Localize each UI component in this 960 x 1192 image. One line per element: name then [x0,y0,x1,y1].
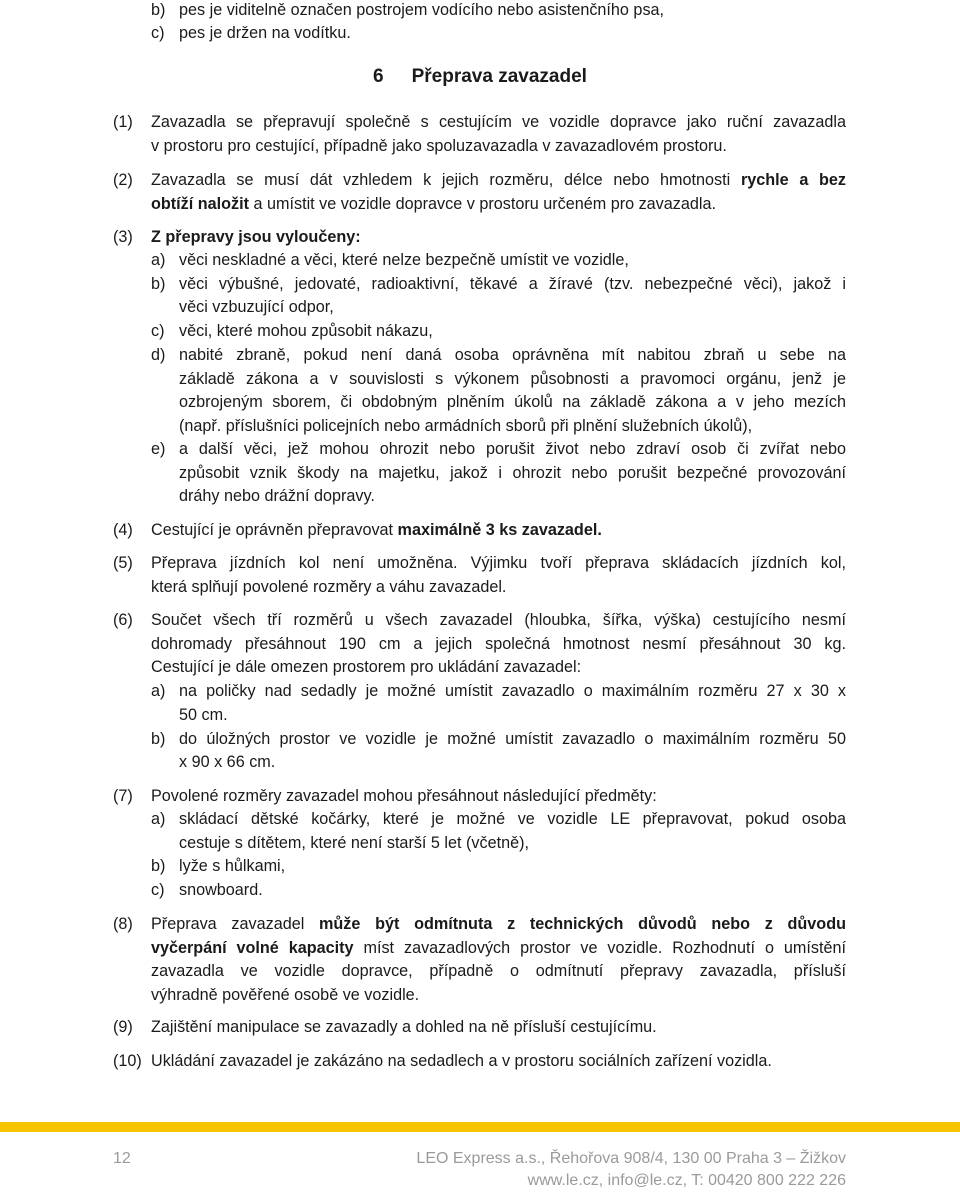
paragraph-line: výhradně pověřené osobě ve vozidle. [151,986,420,1004]
paragraph-number: (2) [113,171,133,189]
list-item-label: c) [151,881,165,899]
paragraph-line [151,913,846,935]
text-run: Cestující je oprávněn přepravovat [151,521,398,539]
list-item-label: a) [151,810,166,828]
list-item-text: x 90 x 66 cm. [179,753,276,771]
bold-text: může být odmítnuta z technických důvodů nebo z důvodu [319,915,846,933]
list-item-text: (např. příslušníci policejních nebo armádních sborů při plnění služebních úkolů), [179,417,753,435]
list-item-label: a) [151,682,166,700]
paragraph-line: Přeprava jízdních kol není umožněna. Výjimku tvoří přeprava skládacích jízdních kol, [151,554,846,572]
list-item-text: věci, které mohou způsobit nákazu, [179,322,433,340]
list-item-text: a další věci, jež mohou ohrozit nebo porušit život nebo zdraví osob či zvířat nebo [179,440,846,458]
paragraph-line: Zavazadla se přepravují společně s cestujícím ve vozidle dopravce jako ruční zavazadla [151,113,846,131]
paragraph-line [151,193,716,215]
paragraph-number: (6) [113,611,133,629]
footer-address: LEO Express a.s., Řehořova 908/4, 130 00 Praha 3 – Žižkov [416,1150,846,1167]
paragraph-number: (1) [113,113,133,131]
bold-text: rychle a bez [740,171,846,189]
paragraph-line: Cestující je dále omezen prostorem pro ukládání zavazadel: [151,658,582,676]
list-item-text: věci výbušné, jedovaté, radioaktivní, těkavé a žíravé (tzv. nebezpečné věci), jakož i [179,275,846,293]
list-item-text: skládací dětské kočárky, které je možné ve vozidle LE přepravovat, pokud osoba [179,810,846,828]
list-item-label: b) [151,275,166,293]
paragraph-number: (9) [113,1018,133,1036]
bold-text: maximálně 3 ks zavazadel. [397,521,602,539]
list-item-text: ozbrojeným sborem, či obdobným plněním úkolů na základě zákona a v jeho mezích [179,393,846,411]
paragraph-line: která splňují povolené rozměry a váhu zavazadel. [151,578,507,596]
list-item-label: b) [151,1,166,19]
paragraph-number: (10) [113,1052,142,1070]
list-item-text: cestuje s dítětem, které není starší 5 let (včetně), [179,834,529,852]
list-item-text: snowboard. [179,881,263,899]
paragraph-number: (8) [113,915,133,933]
list-item-label: b) [151,857,166,875]
list-item-text: způsobit vznik škody na majetku, jakož i ohrozit nebo porušit bezpečné provozování [179,464,846,482]
footer-accent-bar [0,1122,960,1132]
list-item-text: do úložných prostor ve vozidle je možné umístit zavazadlo o maximálním rozměru 50 [179,730,846,748]
list-item-label: a) [151,251,166,269]
paragraph-line [151,169,846,191]
text-run: Přeprava zavazadel [151,915,320,933]
paragraph-line: Ukládání zavazadel je zakázáno na sedadlech a v prostoru sociálních zařízení vozidla. [151,1052,772,1070]
bold-text: obtíží naložit [151,195,250,213]
paragraph-line: Součet všech tří rozměrů u všech zavazadel (hloubka, šířka, výška) cestujícího nesmí [151,611,846,629]
list-item-text: pes je držen na vodítku. [179,24,351,42]
list-item-text: věci neskladné a věci, které nelze bezpečně umístit ve vozidle, [179,251,629,269]
paragraph-line [151,937,846,959]
paragraph-line: Zajištění manipulace se zavazadly a dohled na ně přísluší cestujícímu. [151,1018,657,1036]
list-item-label: d) [151,346,166,364]
list-item-text: na poličky nad sedadly je možné umístit zavazadlo o maximálním rozměru 27 x 30 x [179,682,846,700]
text-run: míst zavazadlových prostor ve vozidle. Rozhodnutí o umístění [353,939,846,957]
list-item-label: e) [151,440,166,458]
section-number: 6 [373,66,384,87]
list-item-text: lyže s hůlkami, [179,857,286,875]
paragraph-number: (5) [113,554,133,572]
list-item-text: nabité zbraně, pokud není daná osoba oprávněna mít nabitou zbraň u sebe na [179,346,846,364]
paragraph-lead: Povolené rozměry zavazadel mohou přesáhnout následující předměty: [151,787,657,805]
bold-text: vyčerpání volné kapacity [151,939,354,957]
list-item-text: 50 cm. [179,706,228,724]
list-item-text: pes je viditelně označen postrojem vodícího nebo asistenčního psa, [179,1,665,19]
text-run: Zavazadla se musí dát vzhledem k jejich rozměru, délce nebo hmotnosti [151,171,741,189]
text-run: a umístit ve vozidle dopravce v prostoru určeném pro zavazadla. [249,195,716,213]
list-item-label: b) [151,730,166,748]
footer-contact: www.le.cz, info@le.cz, T: 00420 800 222 226 [527,1172,846,1189]
list-item-text: základě zákona a v souvislosti s výkonem působnosti a pravomoci orgánu, jenž je [179,370,846,388]
paragraph-number: (7) [113,787,133,805]
paragraph-line: dohromady přesáhnout 190 cm a jejich společná hmotnost nesmí přesáhnout 30 kg. [151,635,846,653]
section-title: Přeprava zavazadel [411,66,587,87]
paragraph-lead: Z přepravy jsou vyloučeny: [151,228,361,246]
list-item-text: dráhy nebo drážní dopravy. [179,487,375,505]
list-item-text: věci vzbuzující odpor, [179,298,334,316]
paragraph-line: v prostoru pro cestující, případně jako spoluzavazadla v zavazadlovém prostoru. [151,137,727,155]
paragraph-number: (3) [113,228,133,246]
list-item-label: c) [151,24,165,42]
list-item-label: c) [151,322,165,340]
section-heading [0,64,960,90]
paragraph-line: zavazadla ve vozidle dopravce, případně o odmítnutí přepravy zavazadla, přísluší [151,962,846,980]
paragraph-line [151,519,602,541]
page-number: 12 [113,1150,131,1167]
paragraph-number: (4) [113,521,133,539]
